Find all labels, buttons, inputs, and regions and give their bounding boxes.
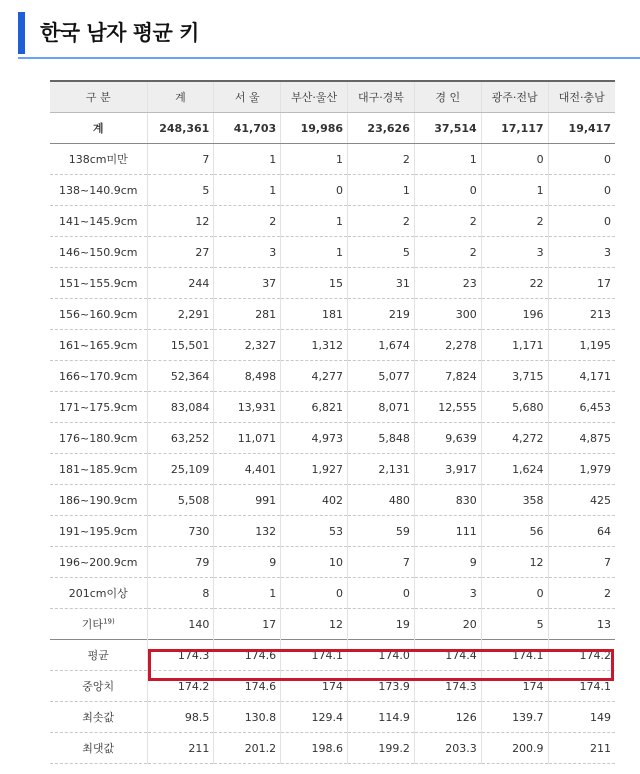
row-label [50,485,147,516]
table-cell: 13 [548,609,615,640]
column-header: 대전·충남 [548,81,615,113]
row-label-text: 191~195.9cm [59,524,138,538]
table-cell: 52,364 [147,361,214,392]
table-cell: 211 [147,733,214,764]
table-cell: 22 [481,268,548,299]
row-label-text: 176~180.9cm [59,431,138,445]
table-cell: 37,514 [414,113,481,144]
row-label-text: 138cm미만 [68,153,128,166]
table-row [50,268,615,299]
table-cell: 174.2 [548,640,615,671]
table-cell: 1 [281,237,348,268]
table-cell: 114.9 [348,702,415,733]
row-label [50,516,147,547]
table-cell: 211 [548,733,615,764]
title-accent-bar [18,12,25,54]
table-cell: 1 [281,206,348,237]
table-cell: 3 [481,237,548,268]
row-label-text: 166~170.9cm [59,369,138,383]
table-cell: 991 [214,485,281,516]
table-cell: 244 [147,268,214,299]
table-cell: 12 [281,609,348,640]
table-cell: 19 [348,609,415,640]
column-header: 부산·울산 [281,81,348,113]
row-label: 최댓값 [50,733,147,764]
column-header: 대구·경북 [348,81,415,113]
table-cell: 5 [348,237,415,268]
table-cell: 174.0 [348,640,415,671]
table-cell: 9 [414,547,481,578]
average-row-highlight [148,649,614,681]
table-cell: 174.1 [481,640,548,671]
table-cell: 56 [481,516,548,547]
row-label [50,609,147,640]
table-cell: 3 [414,578,481,609]
column-header: 구 분 [50,81,147,113]
table-cell: 0 [348,578,415,609]
title-bar [18,12,640,54]
row-label [50,454,147,485]
table-cell: 10 [281,547,348,578]
table-row [50,485,615,516]
table-cell: 149 [548,702,615,733]
table-cell: 1 [414,144,481,175]
table-row [50,547,615,578]
table-cell: 358 [481,485,548,516]
total-row [50,113,615,144]
table-cell: 174.2 [147,671,214,702]
table-cell: 5 [147,175,214,206]
table-cell: 5,848 [348,423,415,454]
table-cell: 213 [548,299,615,330]
table-cell: 0 [481,578,548,609]
table-row [50,423,615,454]
row-label: 평균 [50,640,147,671]
table-cell: 248,361 [147,113,214,144]
table-cell: 53 [281,516,348,547]
table-row [50,330,615,361]
stat-row [50,702,615,733]
row-label [50,361,147,392]
row-label-text: 201cm이상 [68,587,128,600]
table-cell: 198.6 [281,733,348,764]
table-cell: 174.1 [548,671,615,702]
table-cell: 17,117 [481,113,548,144]
table-cell: 129.4 [281,702,348,733]
table-cell: 3,715 [481,361,548,392]
table-cell: 13,931 [214,392,281,423]
row-label [50,578,147,609]
table-cell: 25,109 [147,454,214,485]
table-header-row [50,81,615,113]
row-label-text: 기타 [81,618,104,631]
table-cell: 4,875 [548,423,615,454]
row-label-text: 138~140.9cm [59,183,138,197]
title-underline [18,57,640,59]
table-cell: 0 [548,206,615,237]
row-label-text: 146~150.9cm [59,245,138,259]
column-header: 서 울 [214,81,281,113]
table-cell: 201.2 [214,733,281,764]
table-cell: 4,277 [281,361,348,392]
table-cell: 830 [414,485,481,516]
table-cell: 2 [214,206,281,237]
table-row [50,516,615,547]
table-cell: 2 [414,206,481,237]
table-cell: 140 [147,609,214,640]
table-cell: 2,131 [348,454,415,485]
table-cell: 3,917 [414,454,481,485]
table-cell: 3 [548,237,615,268]
table-cell: 174.1 [281,640,348,671]
table-cell: 174 [281,671,348,702]
table-cell: 0 [548,175,615,206]
table-row [50,206,615,237]
table-cell: 7 [147,144,214,175]
table-cell: 37 [214,268,281,299]
table-cell: 2 [548,578,615,609]
table-cell: 130.8 [214,702,281,733]
table-cell: 480 [348,485,415,516]
column-header: 경 인 [414,81,481,113]
table-cell: 1 [214,578,281,609]
column-header: 계 [147,81,214,113]
table-cell: 174.3 [414,671,481,702]
table-cell: 139.7 [481,702,548,733]
table-cell: 1 [214,144,281,175]
table-cell: 5 [481,609,548,640]
table-cell: 17 [548,268,615,299]
table-cell: 4,401 [214,454,281,485]
row-label-text: 161~165.9cm [59,338,138,352]
table-cell: 1,674 [348,330,415,361]
table-cell: 5,680 [481,392,548,423]
table-row [50,299,615,330]
table-cell: 0 [414,175,481,206]
table-cell: 17 [214,609,281,640]
table-cell: 12,555 [414,392,481,423]
table-row [50,454,615,485]
row-label [50,206,147,237]
row-label: 계 [50,113,147,144]
table-cell: 0 [281,578,348,609]
table-cell: 196 [481,299,548,330]
row-label [50,392,147,423]
row-label-text: 171~175.9cm [59,400,138,414]
table-cell: 27 [147,237,214,268]
row-label [50,330,147,361]
table-cell: 4,171 [548,361,615,392]
table-cell: 5,508 [147,485,214,516]
table-row [50,175,615,206]
table-cell: 83,084 [147,392,214,423]
table-cell: 2 [348,206,415,237]
table-cell: 6,453 [548,392,615,423]
row-label-text: 181~185.9cm [59,462,138,476]
table-cell: 402 [281,485,348,516]
row-label [50,268,147,299]
table-cell: 31 [348,268,415,299]
table-cell: 7 [548,547,615,578]
table-cell: 174 [481,671,548,702]
table-cell: 1 [348,175,415,206]
table-cell: 8 [147,578,214,609]
stat-row [50,733,615,764]
table-cell: 111 [414,516,481,547]
table-row [50,578,615,609]
table-cell: 126 [414,702,481,733]
row-label-text: 151~155.9cm [59,276,138,290]
table-row [50,361,615,392]
row-label-text: 196~200.9cm [59,555,138,569]
table-row [50,144,615,175]
table-cell: 174.6 [214,640,281,671]
table-cell: 11,071 [214,423,281,454]
table-cell: 1 [481,175,548,206]
table-cell: 300 [414,299,481,330]
table-cell: 174.3 [147,640,214,671]
table-cell: 1,195 [548,330,615,361]
table-cell: 1,312 [281,330,348,361]
table-cell: 0 [548,144,615,175]
table-cell: 2,327 [214,330,281,361]
row-label-text: 141~145.9cm [59,214,138,228]
table-cell: 0 [281,175,348,206]
table-cell: 199.2 [348,733,415,764]
table-cell: 41,703 [214,113,281,144]
table-cell: 219 [348,299,415,330]
table-cell: 1,979 [548,454,615,485]
table-cell: 174.6 [214,671,281,702]
table-cell: 2,278 [414,330,481,361]
table-cell: 6,821 [281,392,348,423]
table-cell: 730 [147,516,214,547]
footnote-marker: 19) [103,617,115,626]
table-cell: 1,927 [281,454,348,485]
table-cell: 23,626 [348,113,415,144]
table-cell: 2 [414,237,481,268]
table-cell: 281 [214,299,281,330]
table-cell: 7,824 [414,361,481,392]
table-row [50,609,615,640]
table-cell: 98.5 [147,702,214,733]
table-cell: 1,624 [481,454,548,485]
table-cell: 173.9 [348,671,415,702]
table-cell: 1 [281,144,348,175]
table-cell: 8,071 [348,392,415,423]
table-cell: 9 [214,547,281,578]
row-label [50,423,147,454]
table-cell: 5,077 [348,361,415,392]
table-cell: 59 [348,516,415,547]
row-label [50,237,147,268]
row-label [50,175,147,206]
table-cell: 2 [348,144,415,175]
table-cell: 203.3 [414,733,481,764]
table-cell: 132 [214,516,281,547]
table-cell: 0 [481,144,548,175]
table-cell: 15,501 [147,330,214,361]
column-header: 광주·전남 [481,81,548,113]
table-cell: 9,639 [414,423,481,454]
table-cell: 174.4 [414,640,481,671]
table-cell: 64 [548,516,615,547]
table-row [50,237,615,268]
table-cell: 1 [214,175,281,206]
row-label-text: 156~160.9cm [59,307,138,321]
table-cell: 79 [147,547,214,578]
table-cell: 19,417 [548,113,615,144]
table-cell: 7 [348,547,415,578]
table-cell: 20 [414,609,481,640]
row-label-text: 186~190.9cm [59,493,138,507]
table-cell: 425 [548,485,615,516]
table-cell: 2 [481,206,548,237]
table-cell: 181 [281,299,348,330]
row-label [50,299,147,330]
table-cell: 15 [281,268,348,299]
table-row [50,392,615,423]
row-label: 중앙치 [50,671,147,702]
table-cell: 4,973 [281,423,348,454]
table-cell: 8,498 [214,361,281,392]
table-cell: 3 [214,237,281,268]
table-cell: 12 [481,547,548,578]
row-label: 최솟값 [50,702,147,733]
table-cell: 12 [147,206,214,237]
row-label [50,144,147,175]
page-title: 한국 남자 평균 키 [40,21,199,45]
row-label [50,547,147,578]
table-cell: 63,252 [147,423,214,454]
table-cell: 4,272 [481,423,548,454]
table-cell: 200.9 [481,733,548,764]
table-cell: 1,171 [481,330,548,361]
table-cell: 23 [414,268,481,299]
table-cell: 2,291 [147,299,214,330]
table-cell: 19,986 [281,113,348,144]
